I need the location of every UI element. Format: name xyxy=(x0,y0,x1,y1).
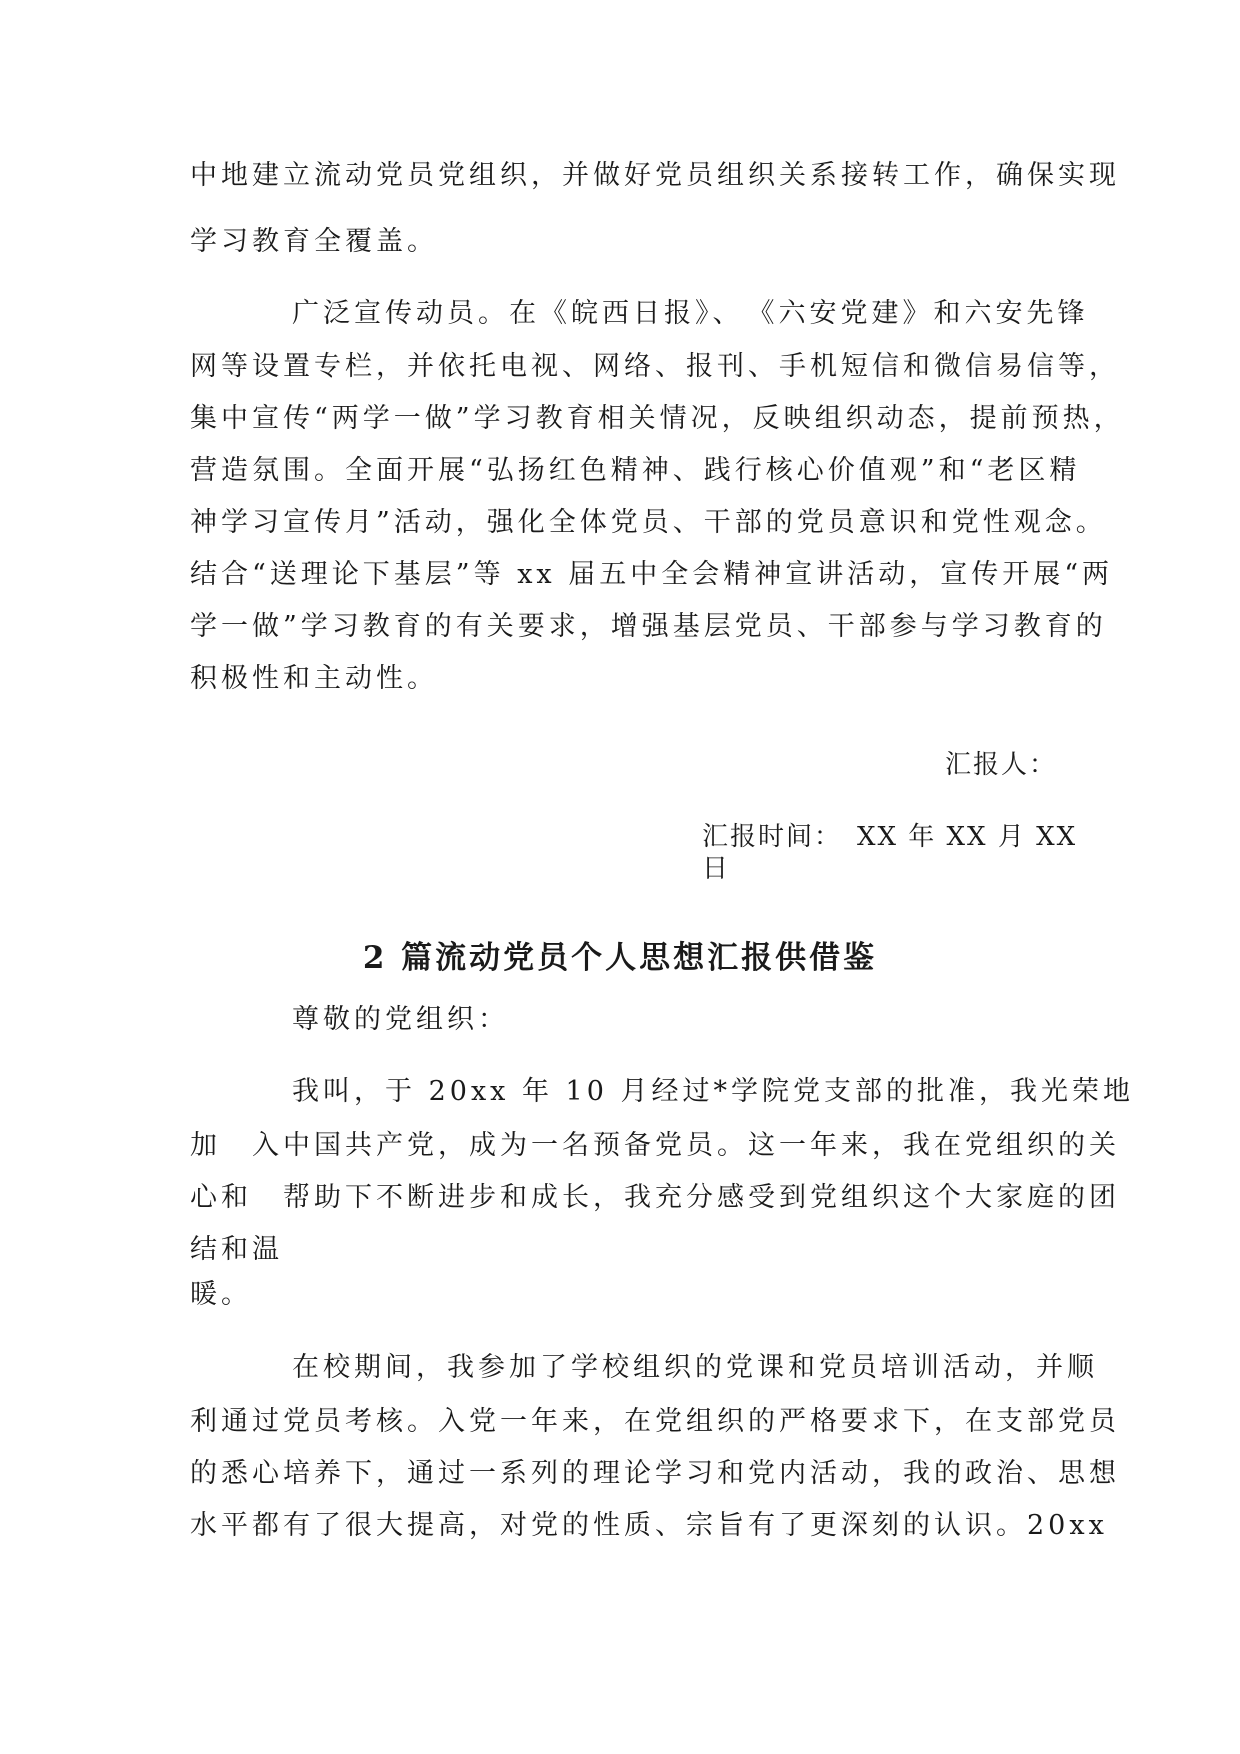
paragraph-line: 积极性和主动性。 xyxy=(190,663,438,694)
paragraph-line: 神学习宣传月”活动，强化全体党员、干部的党员意识和党性观念。 xyxy=(190,507,1107,538)
paragraph-line: 水平都有了很大提高，对党的性质、宗旨有了更深刻的认识。20xx xyxy=(190,1510,1108,1541)
paragraph-line: 学习教育全覆盖。 xyxy=(190,226,438,257)
paragraph-line: 营造氛围。全面开展“弘扬红色精神、践行核心价值观”和“老区精 xyxy=(190,455,1081,486)
paragraph-line: 网等设置专栏，并依托电视、网络、报刊、手机短信和微信易信等， xyxy=(190,351,1120,382)
reporter-label: 汇报人： xyxy=(945,750,1058,780)
paragraph-line: 的悉心培养下，通过一系列的理论学习和党内活动，我的政治、思想 xyxy=(190,1458,1120,1489)
paragraph-line: 利通过党员考核。入党一年来，在党组织的严格要求下，在支部党员 xyxy=(190,1406,1120,1437)
paragraph-line: 结和温 xyxy=(190,1234,283,1265)
paragraph-line: 结合“送理论下基层”等 xx 届五中全会精神宣讲活动，宣传开展“两 xyxy=(190,559,1114,590)
paragraph-line: 心和 帮助下不断进步和成长，我充分感受到党组织这个大家庭的团 xyxy=(190,1182,1120,1213)
document-title: 2 篇流动党员个人思想汇报供借鉴 xyxy=(362,940,878,976)
paragraph-line: 我叫，于 20xx 年 10 月经过*学院党支部的批准，我光荣地 xyxy=(292,1076,1134,1107)
paragraph-line: 学一做”学习教育的有关要求，增强基层党员、干部参与学习教育的 xyxy=(190,611,1107,642)
salutation: 尊敬的党组织： xyxy=(292,1004,509,1035)
paragraph-line: 暖。 xyxy=(190,1279,252,1310)
paragraph-line: 集中宣传“两学一做”学习教育相关情况，反映组织动态，提前预热， xyxy=(190,403,1125,434)
paragraph-line: 在校期间，我参加了学校组织的党课和党员培训活动，并顺 xyxy=(292,1352,1098,1383)
paragraph-line: 中地建立流动党员党组织，并做好党员组织关系接转工作，确保实现 xyxy=(190,160,1120,191)
paragraph-line: 加 入中国共产党，成为一名预备党员。这一年来，我在党组织的关 xyxy=(190,1130,1120,1161)
report-time-continued: 日 xyxy=(702,854,731,884)
paragraph-line: 广泛宣传动员。在《皖西日报》、 《六安党建》和六安先锋 xyxy=(292,298,1089,329)
report-time: 汇报时间： XX 年 XX 月 XX xyxy=(702,822,1078,852)
